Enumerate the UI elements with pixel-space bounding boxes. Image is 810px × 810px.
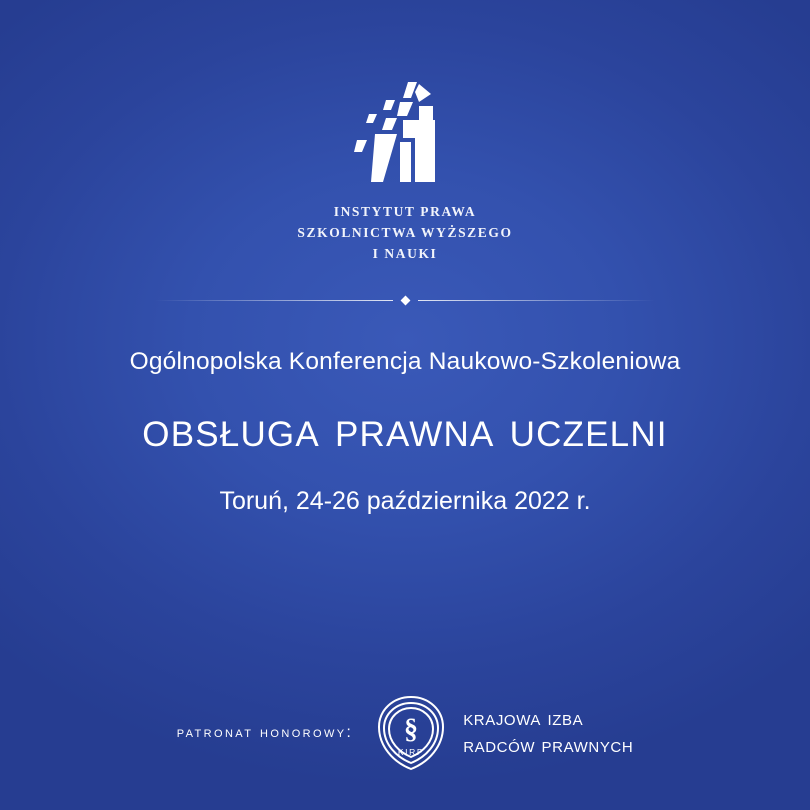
institute-logo-line-3: I NAUKI bbox=[372, 245, 438, 261]
kirp-seal-icon bbox=[375, 694, 447, 772]
institute-logo-line-2: SZKOLNICTWA WYŻSZEGO bbox=[297, 224, 513, 240]
partner-name-line-1: krajowa izba bbox=[463, 707, 584, 731]
partner-logo-block bbox=[375, 694, 633, 772]
event-titles bbox=[0, 348, 810, 516]
event-kicker: Ogólnopolska Konferencja Naukowo-Szkoleniowa bbox=[129, 348, 681, 375]
institute-logo-block bbox=[0, 78, 810, 265]
patron-label: patronat honorowy: bbox=[176, 724, 354, 741]
partner-name-line-2: radców prawnych bbox=[463, 734, 634, 757]
divider-bar-left bbox=[155, 300, 393, 301]
partner-name bbox=[463, 706, 633, 760]
divider-diamond bbox=[400, 295, 410, 305]
institute-emblem-icon bbox=[345, 78, 465, 190]
svg-text:KIRP: KIRP bbox=[398, 747, 425, 757]
institute-logo-text bbox=[0, 202, 810, 265]
institute-logo-line-1: INSTYTUT PRAWA bbox=[333, 204, 477, 219]
diamond-divider-icon bbox=[155, 288, 655, 312]
event-place-date: Toruń, 24-26 października 2022 r. bbox=[219, 487, 591, 515]
svg-text:§: § bbox=[404, 714, 419, 745]
footer-patron-row bbox=[0, 694, 810, 772]
divider-bar-right bbox=[418, 300, 656, 301]
page-title: obsługa prawna uczelni bbox=[142, 401, 668, 457]
